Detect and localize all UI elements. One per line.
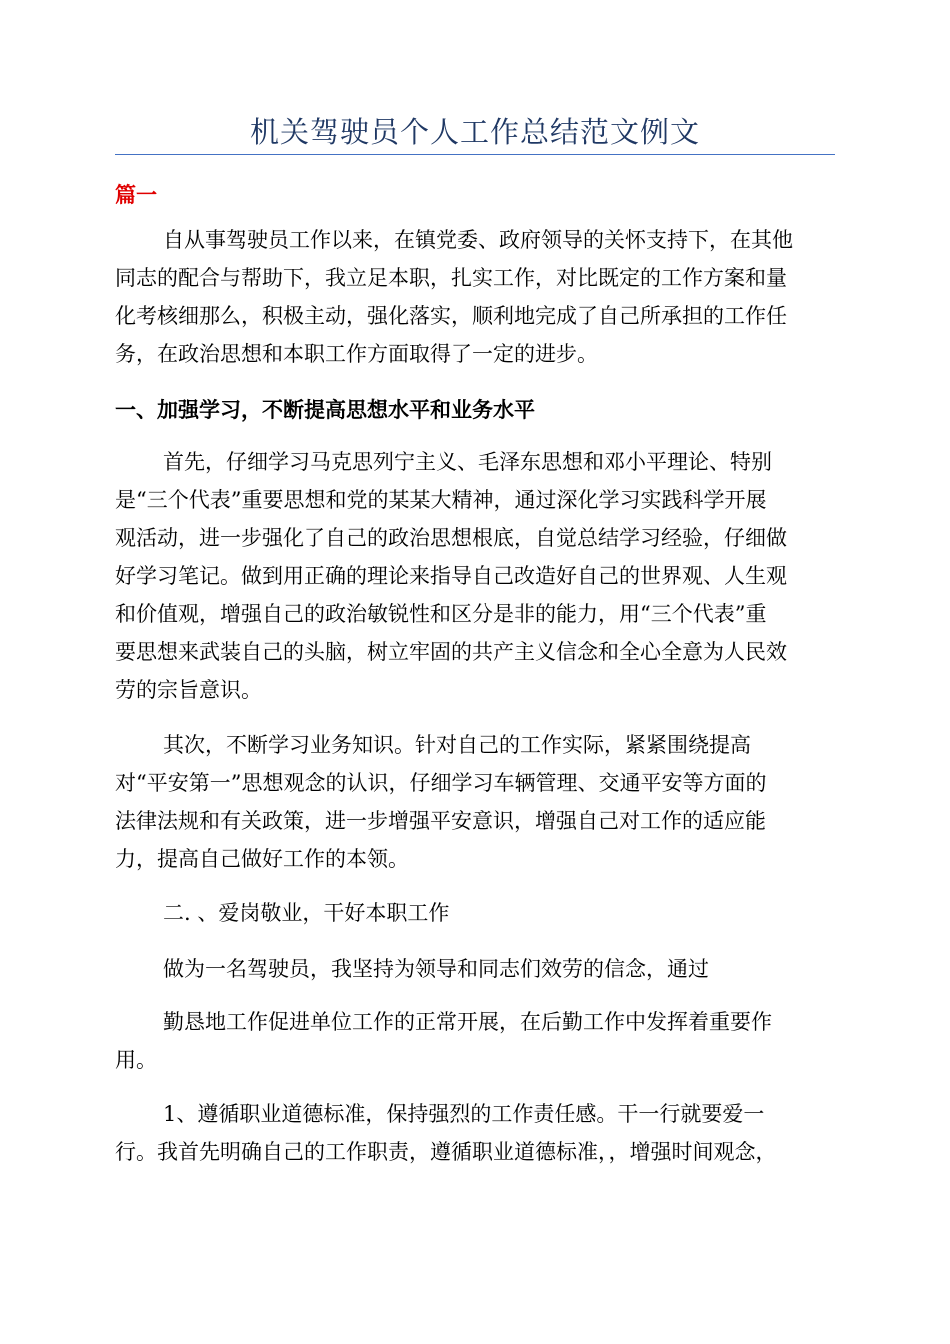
paragraph-study-first [115,443,835,709]
paragraph-line: 观活动，进一步强化了自己的政治思想根底，自觉总结学习经验，仔细做 [115,526,787,550]
paragraph-line: 勤恳地工作促进单位工作的正常开展，在后勤工作中发挥着重要作 [163,1010,772,1034]
paragraph-line: 法律法规和有关政策，进一步增强平安意识，增强自己对工作的适应能 [115,809,766,833]
paragraph-line: 要思想来武装自己的头脑，树立牢固的共产主义信念和全心全意为人民效 [115,640,787,664]
paragraph-intro [115,221,835,373]
document-title: 机关驾驶员个人工作总结范文例文 [249,115,700,149]
paragraph-line: 首先，仔细学习马克思列宁主义、毛泽东思想和邓小平理论、特别 [163,450,772,474]
paragraph-line: 1、遵循职业道德标准，保持强烈的工作责任感。干一行就要爱一 [163,1102,765,1126]
section-label: 篇一 [115,182,157,207]
paragraph-line: 和价值观，增强自己的政治敏锐性和区分是非的能力，用“三个代表”重 [115,602,767,626]
paragraph-line: 力，提高自己做好工作的本领。 [115,847,409,871]
paragraph-line: 行。我首先明确自己的工作职责，遵循职业道德标准，，增强时间观念， [115,1140,777,1164]
paragraph-driver-belief [115,950,835,988]
paragraph-line: 用。 [115,1048,157,1072]
paragraph-line: 同志的配合与帮助下，我立足本职，扎实工作，对比既定的工作方案和量 [115,266,787,290]
heading-study: 一、加强学习，不断提高思想水平和业务水平 [115,397,535,422]
title-underline [115,154,835,155]
paragraph-diligent-work [115,1003,835,1079]
paragraph-line: 自从事驾驶员工作以来，在镇党委、政府领导的关怀支持下，在其他 [163,228,793,252]
heading-dedication [115,894,835,932]
paragraph-line: 务，在政治思想和本职工作方面取得了一定的进步。 [115,342,598,366]
paragraph-line: 其次，不断学习业务知识。针对自己的工作实际，紧紧围绕提高 [163,733,751,757]
paragraph-ethics [115,1095,835,1171]
paragraph-line: 二. 、爱岗敬业，干好本职工作 [163,901,450,925]
paragraph-line: 对“平安第一”思想观念的认识，仔细学习车辆管理、交通平安等方面的 [115,771,767,795]
paragraph-line: 劳的宗旨意识。 [115,678,262,702]
paragraph-line: 好学习笔记。做到用正确的理论来指导自己改造好自己的世界观、人生观 [115,564,787,588]
paragraph-line: 是“三个代表”重要思想和党的某某大精神，通过深化学习实践科学开展 [115,488,767,512]
paragraph-line: 化考核细那么，积极主动，强化落实，顺利地完成了自己所承担的工作任 [115,304,787,328]
paragraph-study-second [115,726,835,878]
paragraph-line: 做为一名驾驶员，我坚持为领导和同志们效劳的信念，通过 [163,957,709,981]
